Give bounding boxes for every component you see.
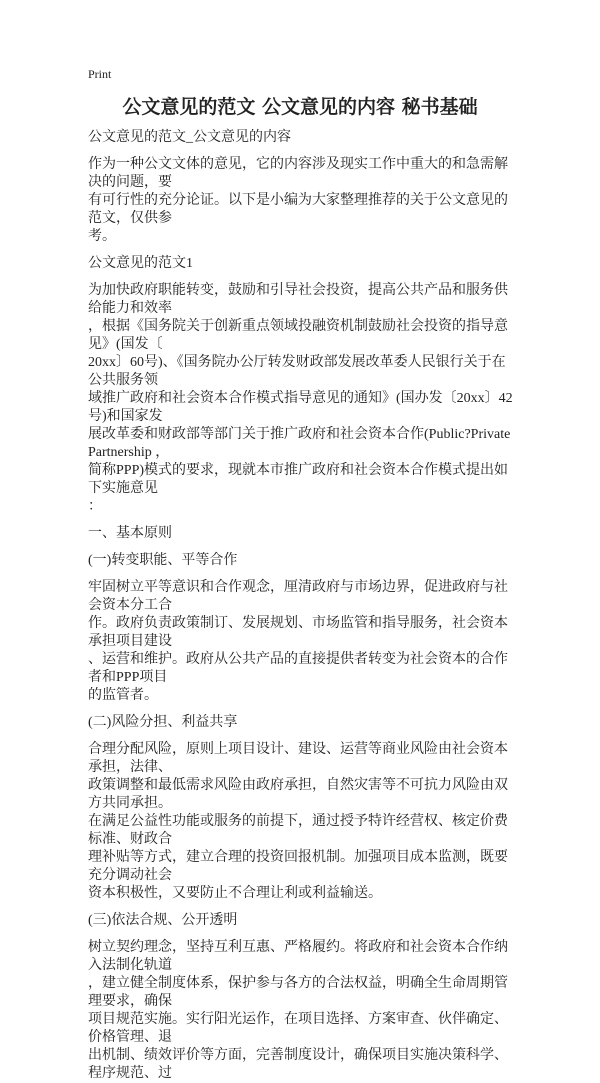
text-line: 出机制、绩效评价等方面，完善制度设计，确保项目实施决策科学、程序规范、过 xyxy=(88,1048,508,1081)
text-line: 展改革委和财政部等部门关于推广政府和社会资本合作(Public?PrivatePartnership ， xyxy=(88,427,511,460)
subheading-3: (三)依法合规、公开透明 xyxy=(88,913,238,928)
text-line: 域推广政府和社会资本合作模式指导意见的通知》(国办发〔20xx〕42号)和国家发 xyxy=(88,391,513,424)
section-heading: 公文意见的范文1 xyxy=(88,256,193,271)
paragraph-sub1 xyxy=(88,579,518,705)
paragraph-sub3 xyxy=(88,939,518,1083)
text-line: ： xyxy=(88,499,102,514)
text-line: 理补贴等方式，建立合理的投资回报机制。加强项目成本监测，既要充分调动社会 xyxy=(88,850,508,883)
text-line: 简称PPP)模式的要求，现就本市推广政府和社会资本合作模式提出如下实施意见 xyxy=(88,463,509,496)
text-line: 合理分配风险，原则上项目设计、建设、运营等商业风险由社会资本承担，法律、 xyxy=(88,742,508,775)
text-line: 有可行性的充分论证。以下是小编为大家整理推荐的关于公文意见的范文，仅供参 xyxy=(88,193,508,226)
document-title: 公文意见的范文 公文意见的内容 秘书基础 xyxy=(122,96,478,118)
subheading-2: (二)风险分担、利益共享 xyxy=(88,715,238,730)
text-line: 政策调整和最低需求风险由政府承担，自然灾害等不可抗力风险由双方共同承担。 xyxy=(88,778,508,811)
text-line: 作为一种公文文体的意见，它的内容涉及现实工作中重大的和急需解决的问题，要 xyxy=(88,157,508,190)
text-line: 作。政府负责政策制订、发展规划、市场监管和指导服务，社会资本承担项目建设 xyxy=(88,616,508,649)
text-line: 树立契约理念，坚持互利互惠、严格履约。将政府和社会资本合作纳入法制化轨道 xyxy=(88,940,508,973)
text-line: 20xx〕60号)、《国务院办公厅转发财政部发展改革委人民银行关于在公共服务领 xyxy=(88,355,506,388)
text-line: ，建立健全制度体系，保护参与各方的合法权益，明确全生命周期管理要求，确保 xyxy=(88,976,508,1009)
subheading-1: (一)转变职能、平等合作 xyxy=(88,553,238,568)
paragraph-sub2 xyxy=(88,741,518,903)
text-line: 项目规范实施。实行阳光运作，在项目选择、方案审查、伙伴确定、价格管理、退 xyxy=(88,1012,508,1045)
heading-basic-principles: 一、基本原则 xyxy=(88,526,172,541)
paragraph-1 xyxy=(88,282,518,516)
text-line: 、运营和维护。政府从公共产品的直接提供者转变为社会资本的合作者和PPP项目 xyxy=(88,652,508,685)
intro-paragraph xyxy=(88,156,518,246)
text-line: 在满足公益性功能或服务的前提下，通过授予特许经营权、核定价费标准、财政合 xyxy=(88,814,508,847)
text-line: ，根据《国务院关于创新重点领域投融资机制鼓励社会投资的指导意见》(国发〔 xyxy=(88,319,508,352)
document-subtitle: 公文意见的范文_公文意见的内容 xyxy=(88,130,291,145)
text-line: 资本积极性，又要防止不合理让利或利益输送。 xyxy=(88,886,382,901)
text-line: 为加快政府职能转变，鼓励和引导社会投资，提高公共产品和服务供给能力和效率 xyxy=(88,283,508,316)
text-line: 考。 xyxy=(88,229,116,244)
text-line: 的监管者。 xyxy=(88,688,158,703)
text-line: 牢固树立平等意识和合作观念，厘清政府与市场边界，促进政府与社会资本分工合 xyxy=(88,580,508,613)
print-label: Print xyxy=(88,67,112,81)
